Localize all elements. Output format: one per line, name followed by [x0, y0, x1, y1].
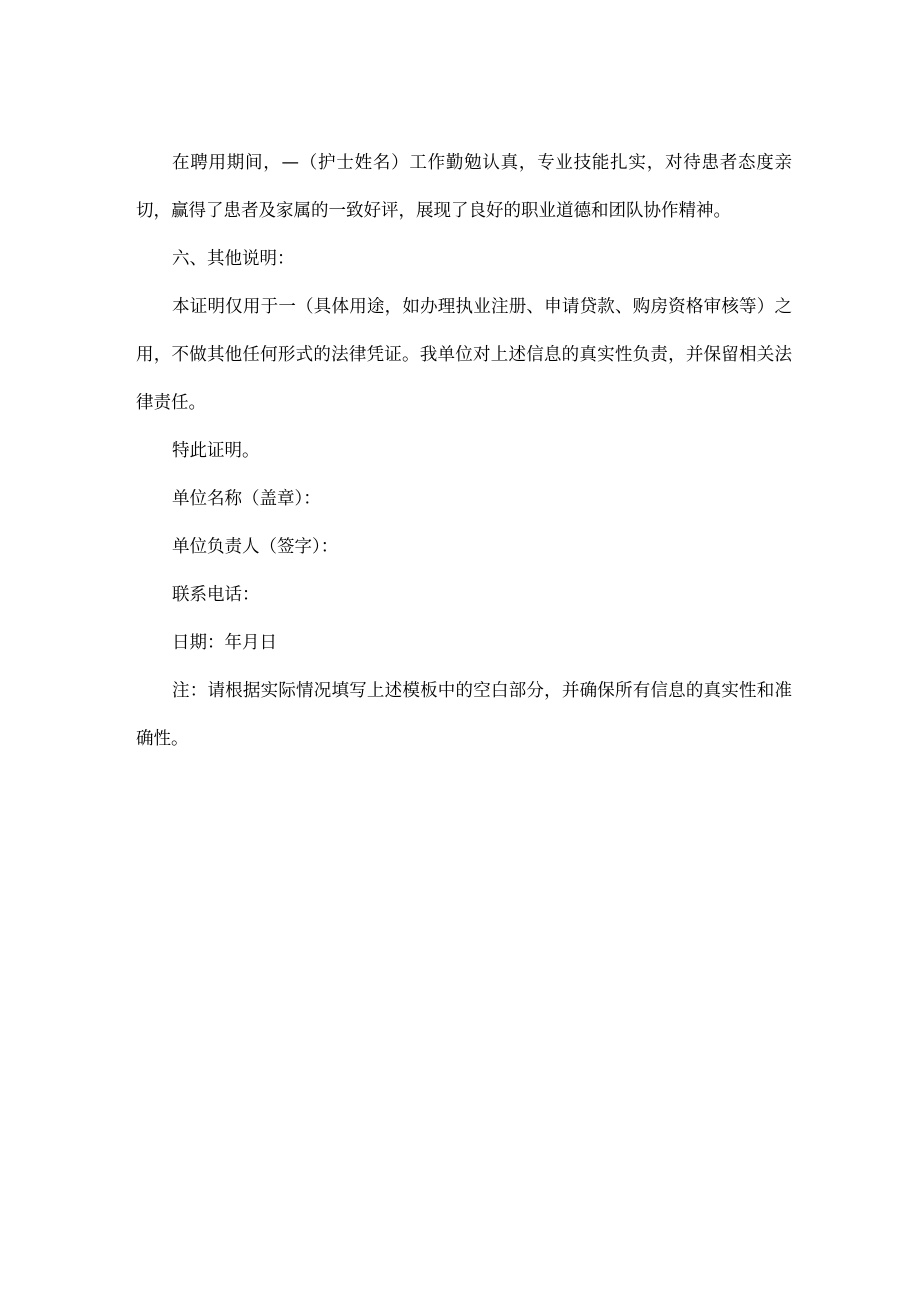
section-heading-other-notes: 六、其他说明： [172, 249, 295, 269]
usage-statement-paragraph: 本证明仅用于一（具体用途，如办理执业注册、申请贷款、购房资格审核等）之用，不做其他任何形式的法律凭证。我单位对上述信息的真实性负责，并保留相关法律责任。 [136, 297, 792, 413]
unit-head-signature-line: 单位负责人（签字）： [172, 537, 339, 557]
contact-phone-line: 联系电话： [172, 585, 260, 605]
performance-paragraph: 在聘用期间，—（护士姓名）工作勤勉认真，专业技能扎实，对待患者态度亲切，赢得了患者及家属的一致好评，展现了良好的职业道德和团队协作精神。 [136, 153, 792, 221]
certification-closing: 特此证明。 [172, 441, 260, 461]
date-line: 日期：年月日 [172, 633, 277, 653]
unit-name-seal-line: 单位名称（盖章）： [172, 489, 321, 509]
note-paragraph: 注：请根据实际情况填写上述模板中的空白部分，并确保所有信息的真实性和准确性。 [136, 681, 792, 749]
document-body [136, 139, 792, 763]
